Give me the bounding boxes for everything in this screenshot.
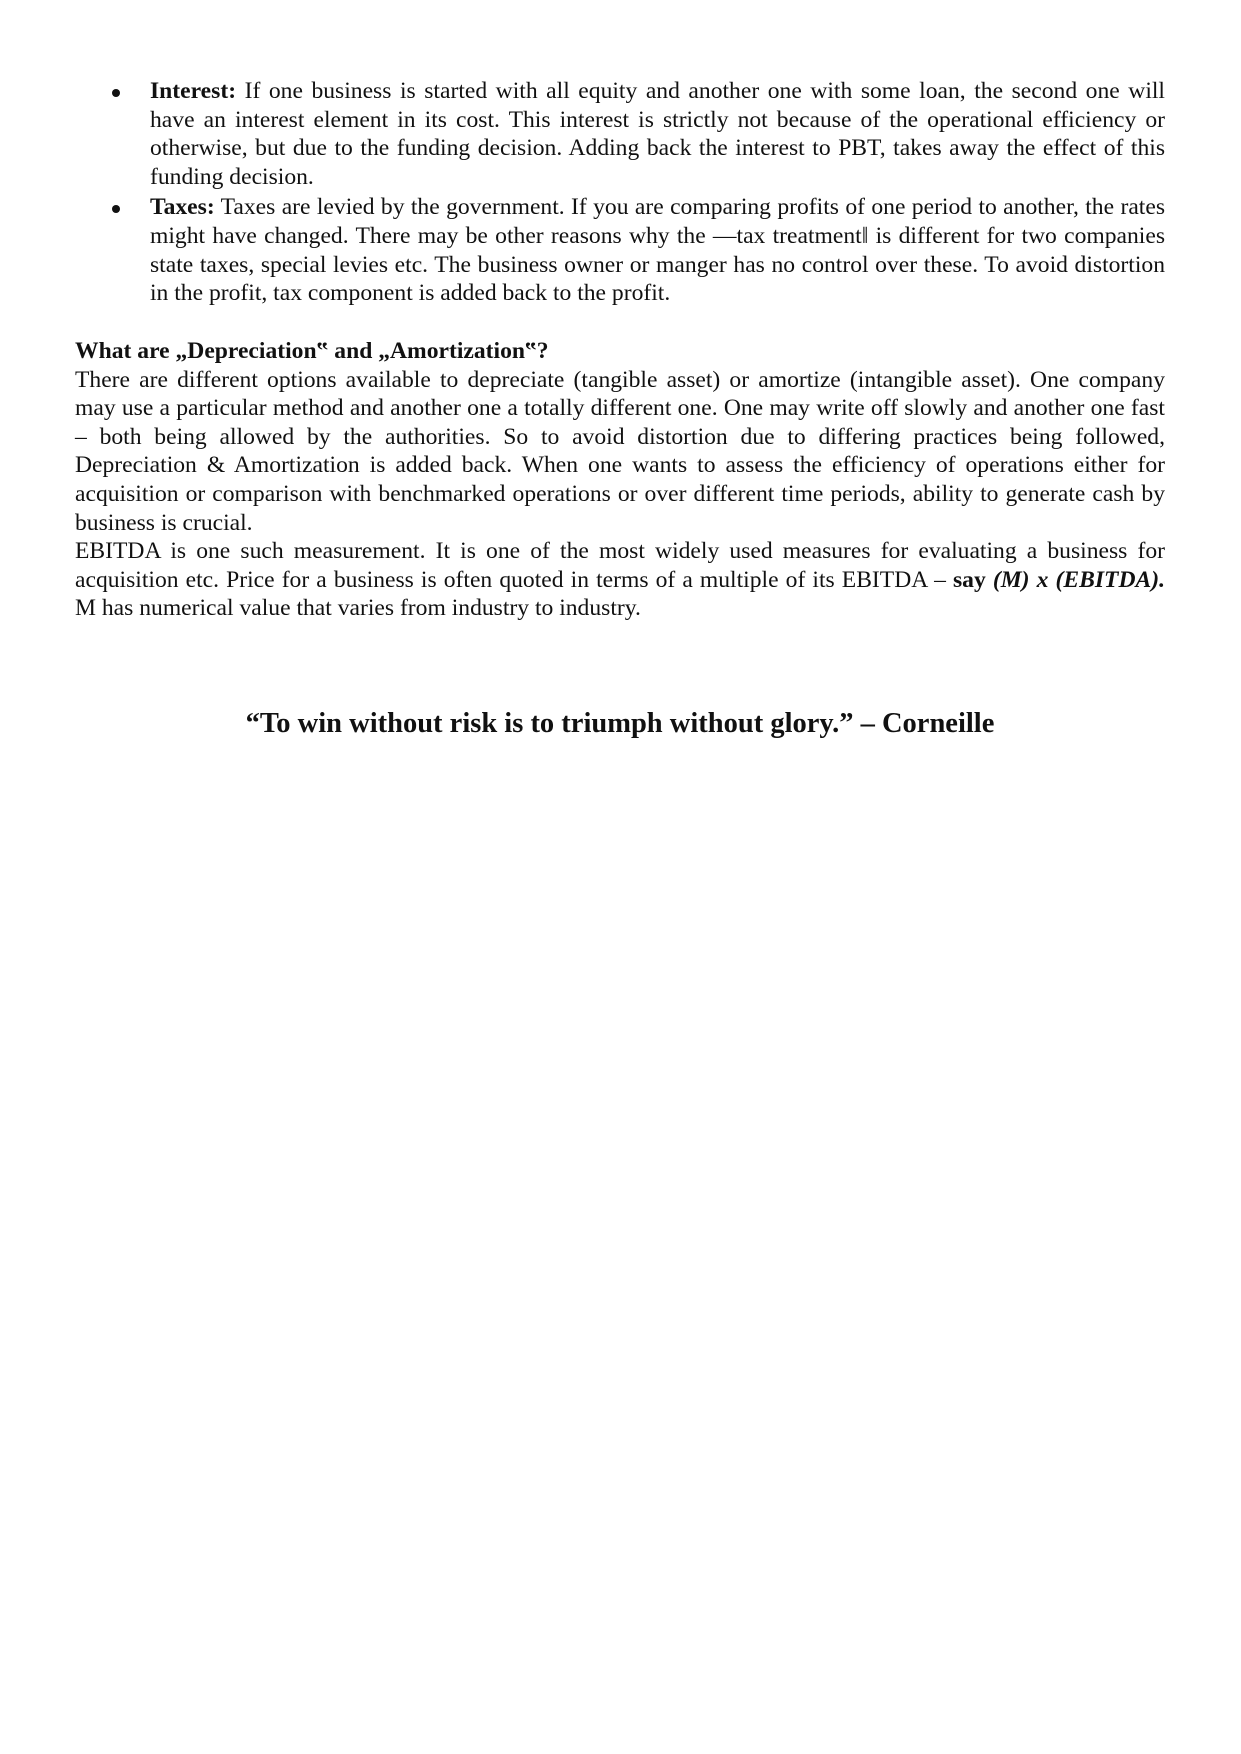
closing-quote: “To win without risk is to triumph without glory.” – Corneille [245, 708, 995, 739]
bullet-list [75, 77, 1165, 310]
bullet-label-interest: Interest: [150, 78, 237, 104]
paragraph-ebitda-tail: M has numerical value that varies from industry to industry. [75, 595, 641, 622]
section-heading: What are „Depreciation‟ and „Amortization‟? [75, 338, 549, 364]
bullet-icon [112, 205, 120, 213]
paragraph-ebitda-formula: (M) x (EBITDA). [992, 566, 1165, 593]
bullet-item-taxes [75, 193, 1165, 307]
bullet-text-interest: If one business is started with all equity and another one with some loan, the second one will have an interest element in its cost. This interest is strictly not because of the operational efficiency or otherwise, but due to the funding decision. Adding back the interest to PBT, takes away the effect of this funding decision. [150, 78, 1165, 190]
bullet-icon [112, 89, 120, 97]
paragraph-ebitda-lead: EBITDA is one such measurement. It is one of the most widely used measures for evaluating a business for acquisition etc. Price for a business is often quoted in terms of a multiple of its EBITDA – [75, 538, 1165, 593]
bullet-text-taxes: Taxes are levied by the government. If you are comparing profits of one period to another, the rates might have changed. There may be other reasons why the ―tax treatment‖ is different for two companies state taxes, special levies etc. The business owner or manger has no control over these. To avoid distortion in the profit, tax component is added back to the profit. [150, 194, 1165, 307]
paragraph-depreciation: There are different options available to depreciate (tangible asset) or amortize (intangible asset). One company may use a particular method and another one a totally different one. One may write off slowly and another one fast – both being allowed by the authorities. So to avoid distortion due to differing practices being followed, Depreciation & Amortization is added back. When one wants to assess the efficiency of operations either for acquisition or comparison with benchmarked operations or over different time periods, ability to generate cash by business is crucial. [75, 366, 1165, 536]
bullet-label-taxes: Taxes: [150, 194, 215, 221]
depreciation-section [75, 337, 1165, 623]
bullet-item-interest [75, 77, 1165, 191]
paragraph-ebitda [75, 537, 1165, 623]
paragraph-ebitda-bold: say [952, 566, 993, 593]
